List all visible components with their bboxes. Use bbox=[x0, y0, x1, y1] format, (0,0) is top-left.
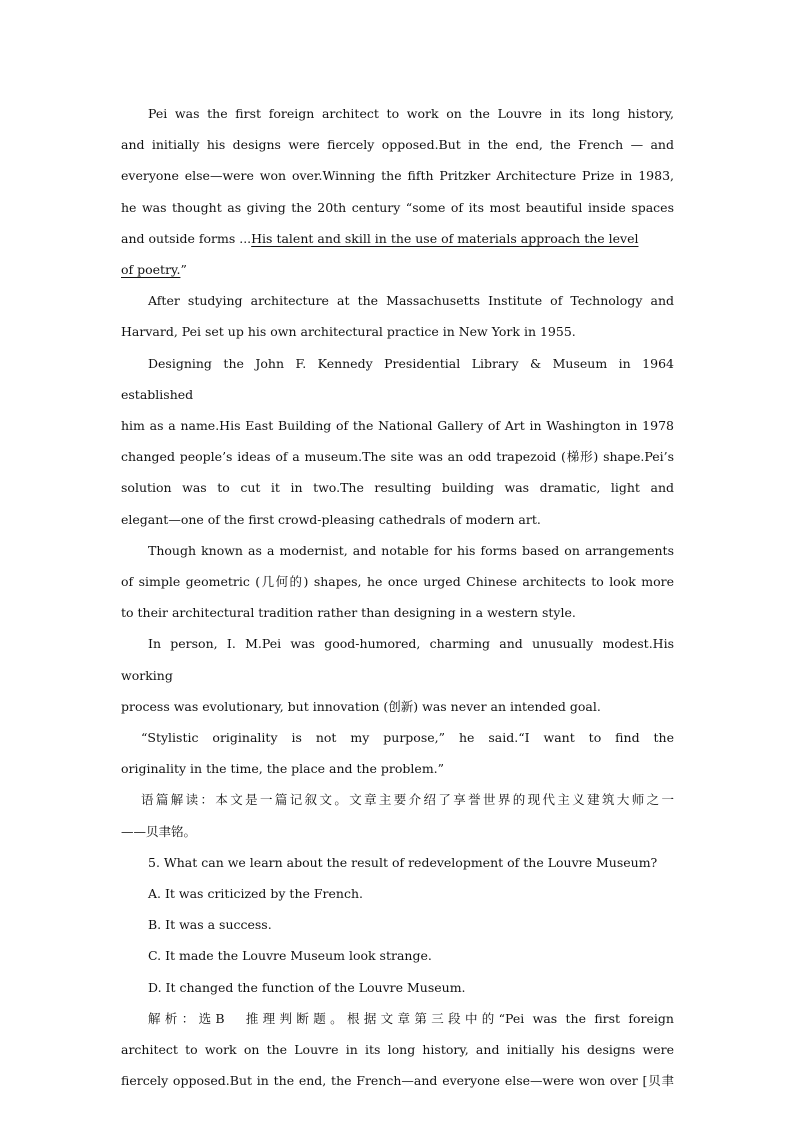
text-line: originality in the time, the place and the problem.” bbox=[121, 761, 445, 777]
text-line: everyone else—were won over.Winning the fifth Pritzker Architecture Prize in 1983, bbox=[121, 168, 674, 184]
option-c bbox=[121, 940, 674, 971]
text-line: changed people’s ideas of a museum.The site was an odd trapezoid (梯形) shape.Pei’s bbox=[121, 449, 674, 465]
text-line: In person, I. M.Pei was good-humored, charming and unusually modest.His working bbox=[121, 636, 674, 683]
question-text: 5. What can we learn about the result of redevelopment of the Louvre Museum? bbox=[148, 854, 658, 870]
text-line: elegant—one of the first crowd-pleasing cathedrals of modern art. bbox=[121, 511, 541, 527]
text-line: 语篇解读：本文是一篇记叙文。文章主要介绍了享誉世界的现代主义建筑大师之一 bbox=[141, 792, 674, 808]
text-line: Harvard, Pei set up his own architectural practice in New York in 1955. bbox=[121, 324, 576, 340]
paragraph-education bbox=[121, 285, 674, 347]
option-text: A. It was criticized by the French. bbox=[148, 886, 364, 902]
text-line: After studying architecture at the Massachusetts Institute of Technology and bbox=[148, 293, 674, 309]
text-line: fiercely opposed.But in the end, the French—and everyone else—were won over [贝聿 bbox=[121, 1073, 674, 1089]
closing-quote: ” bbox=[180, 262, 187, 278]
document-page bbox=[121, 98, 674, 1097]
question-stem bbox=[121, 847, 674, 878]
text-line: he was thought as giving the 20th century “some of its most beautiful inside spaces bbox=[121, 199, 674, 215]
option-text: D. It changed the function of the Louvre Museum. bbox=[148, 979, 466, 995]
text-line: him as a name.His East Building of the National Gallery of Art in Washington in 1978 bbox=[121, 418, 674, 434]
text-line-with-underline bbox=[121, 223, 674, 254]
paragraph-analysis bbox=[121, 1003, 674, 1097]
text-line: ——贝聿铭。 bbox=[121, 823, 197, 839]
text-line: “Stylistic originality is not my purpose,” he said.“I want to find the bbox=[141, 730, 674, 746]
option-a bbox=[121, 878, 674, 909]
text-line: architect to work on the Louvre in its long history, and initially his designs were bbox=[121, 1042, 674, 1058]
text-line: and initially his designs were fiercely opposed.But in the end, the French — and bbox=[121, 137, 674, 153]
option-b bbox=[121, 909, 674, 940]
option-text: C. It made the Louvre Museum look strange. bbox=[148, 948, 432, 964]
text-line: Though known as a modernist, and notable for his forms based on arrangements bbox=[148, 542, 674, 558]
text-line: of simple geometric (几何的) shapes, he once urged Chinese architects to look more bbox=[121, 574, 674, 590]
underlined-sentence-part-b: of poetry. bbox=[121, 262, 181, 278]
paragraph-quote bbox=[121, 722, 674, 784]
option-text: B. It was a success. bbox=[148, 917, 272, 933]
text-line: to their architectural tradition rather than designing in a western style. bbox=[121, 605, 576, 621]
text-line: 解析：选B 推理判断题。根据文章第三段中的“Pei was the first foreign bbox=[148, 1010, 674, 1026]
paragraph-louvre bbox=[121, 98, 674, 285]
text-line: Designing the John F. Kennedy Presidential Library & Museum in 1964 established bbox=[121, 355, 674, 402]
text-line: solution was to cut it in two.The resulting building was dramatic, light and bbox=[121, 480, 674, 496]
text-segment: and outside forms ... bbox=[121, 230, 252, 246]
paragraph-in-person bbox=[121, 628, 674, 722]
paragraph-kennedy-library bbox=[121, 348, 674, 535]
text-line-with-underline bbox=[121, 254, 674, 285]
text-line: Pei was the first foreign architect to work on the Louvre in its long history, bbox=[148, 106, 674, 121]
paragraph-modernist bbox=[121, 535, 674, 629]
underlined-sentence-part-a: His talent and skill in the use of materials approach the level bbox=[251, 230, 639, 246]
paragraph-reading-note bbox=[121, 784, 674, 846]
option-d bbox=[121, 972, 674, 1003]
text-line: process was evolutionary, but innovation (创新) was never an intended goal. bbox=[121, 698, 601, 714]
